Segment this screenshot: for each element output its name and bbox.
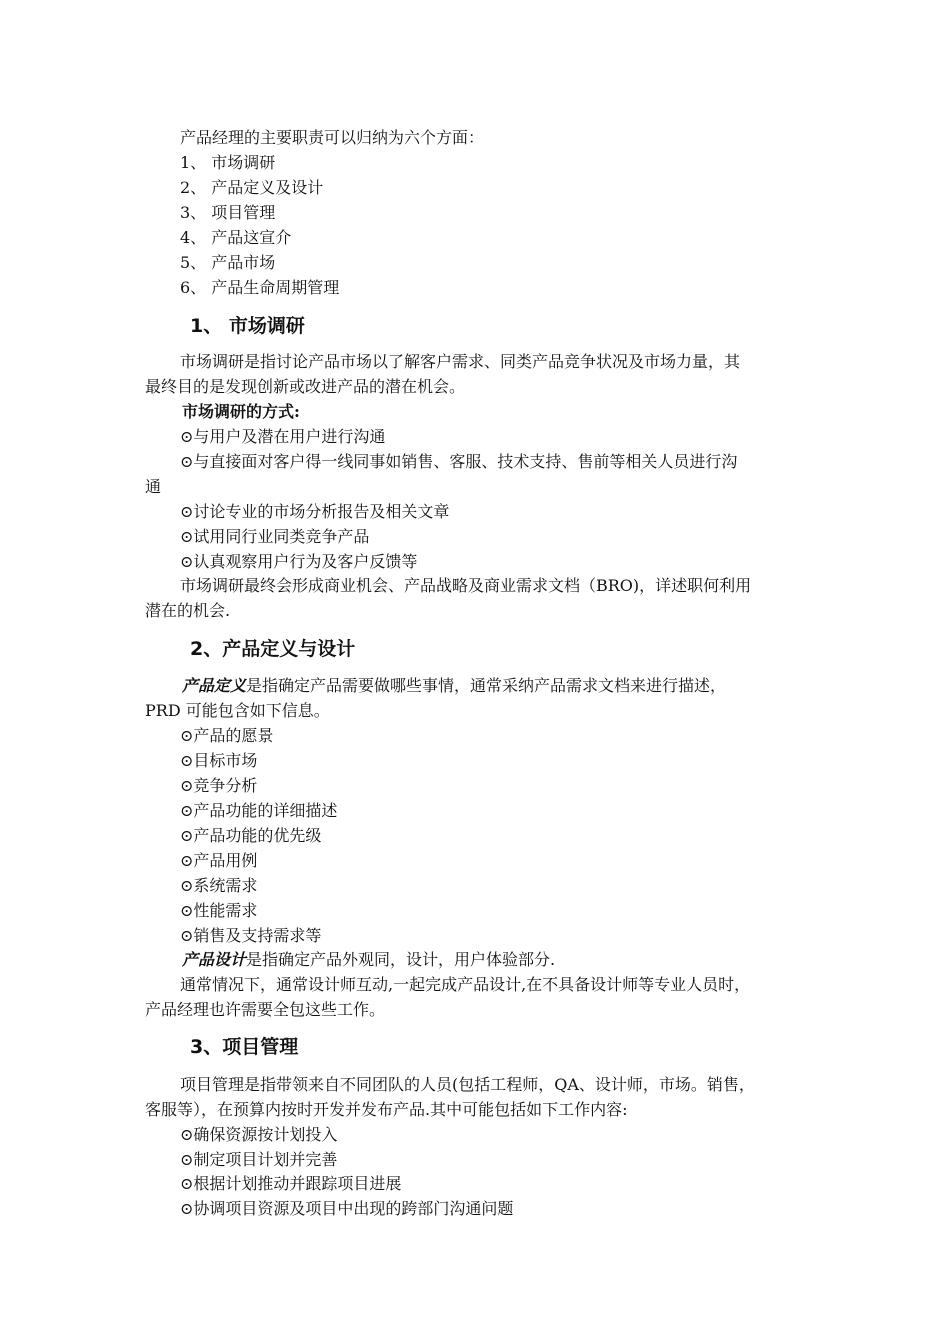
bullet-item: ⊙竞争分析: [180, 776, 258, 795]
bullet-item: ⊙与直接面对客户得一线同事如销售、客服、技术支持、售前等相关人员进行沟: [180, 452, 738, 471]
bullet-item-continued: 通: [145, 477, 162, 496]
bullet-item: ⊙与用户及潜在用户进行沟通: [180, 427, 386, 446]
intro-title: 产品经理的主要职责可以归纳为六个方面：: [180, 128, 485, 147]
bullet-item: ⊙试用同行业同类竞争产品: [180, 527, 370, 546]
bullet-item: ⊙系统需求: [180, 876, 258, 895]
bullet-item: ⊙性能需求: [180, 901, 258, 920]
intro-item: 5、 产品市场: [180, 253, 276, 272]
section-heading-market-research: 1、 市场调研: [190, 315, 305, 337]
paragraph-line: 客服等），在预算内按时开发并发布产品.其中可能包括如下工作内容:: [145, 1100, 628, 1119]
paragraph-line: 市场调研是指讨论产品市场以了解客户需求、同类产品竞争状况及市场力量，其: [180, 352, 741, 371]
intro-item: 3、 项目管理: [180, 203, 276, 222]
paragraph-line: 市场调研最终会形成商业机会、产品战略及商业需求文档（BRO)，详述职何利用: [180, 576, 752, 595]
term-product-design: 产品设计: [182, 950, 247, 969]
intro-item: 4、 产品这宣介: [180, 228, 292, 247]
paragraph-line: 通常情况下，通常设计师互动,一起完成产品设计,在不具备设计师等专业人员时，: [180, 975, 751, 994]
bullet-item: ⊙确保资源按计划投入: [180, 1125, 338, 1144]
design-line: [182, 950, 555, 970]
section-heading-project-management: 3、项目管理: [190, 1036, 299, 1058]
bullet-item: ⊙产品功能的详细描述: [180, 801, 338, 820]
bullet-item: ⊙根据计划推动并跟踪项目进展: [180, 1174, 402, 1193]
bullet-item: ⊙销售及支持需求等: [180, 926, 322, 945]
design-text: 是指确定产品外观同，设计，用户体验部分.: [246, 950, 556, 969]
bullet-item: ⊙讨论专业的市场分析报告及相关文章: [180, 502, 450, 521]
bullet-item: ⊙产品用例: [180, 851, 258, 870]
section-heading-product-definition: 2、产品定义与设计: [190, 638, 356, 660]
intro-item: 2、 产品定义及设计: [180, 178, 324, 197]
paragraph-line: PRD 可能包含如下信息。: [145, 701, 330, 720]
bullet-item: ⊙认真观察用户行为及客户反馈等: [180, 552, 418, 571]
term-product-definition: 产品定义: [182, 676, 247, 695]
paragraph-line: 潜在的机会.: [145, 601, 231, 620]
bullet-item: ⊙产品的愿景: [180, 726, 274, 745]
definition-text: 是指确定产品需要做哪些事情，通常采纳产品需求文档来进行描述，: [246, 676, 727, 695]
paragraph-line: 最终目的是发现创新或改进产品的潜在机会。: [145, 377, 466, 396]
intro-item: 1、 市场调研: [180, 153, 276, 172]
bullet-item: ⊙制定项目计划并完善: [180, 1150, 338, 1169]
paragraph-line: 产品经理也许需要全包这些工作。: [145, 1000, 386, 1019]
bullet-item: ⊙目标市场: [180, 751, 258, 770]
paragraph-line: 项目管理是指带领来自不同团队的人员(包括工程师，QA、设计师，市场。销售，: [180, 1075, 755, 1094]
bullet-item: ⊙协调项目资源及项目中出现的跨部门沟通问题: [180, 1199, 514, 1218]
intro-item: 6、 产品生命周期管理: [180, 278, 340, 297]
subheading-methods: 市场调研的方式:: [182, 402, 300, 421]
definition-line: [182, 676, 726, 696]
bullet-item: ⊙产品功能的优先级: [180, 826, 322, 845]
